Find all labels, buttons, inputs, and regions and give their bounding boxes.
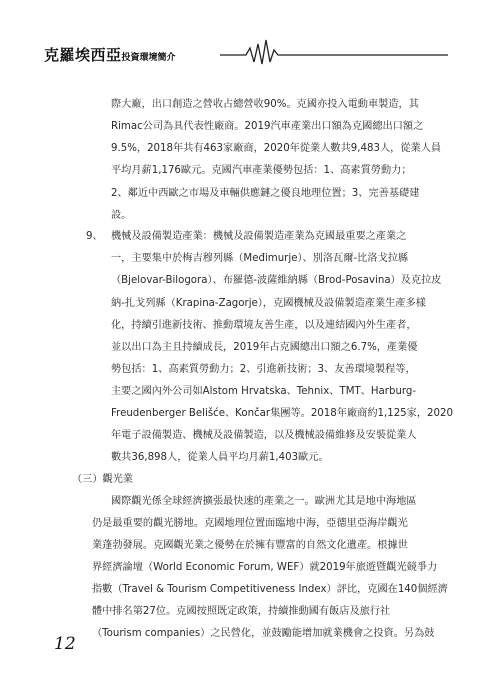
text-line: （Bjelovar-Bilogora）、布羅德-波薩維納縣（Brod-Posavina）及克拉皮	[111, 275, 442, 286]
text-line: 一，主要集中於梅吉穆列縣（Međimurje）、別洛瓦爾-比洛戈拉縣	[111, 253, 409, 264]
list-number: 9、	[86, 231, 103, 242]
text-line: 勢包括：1、高素質勞動力；2、引進新技術；3、友善環境製程等，	[111, 364, 416, 375]
text-line: 機械及設備製造產業：機械及設備製造產業為克國最重要之產業之	[111, 231, 407, 242]
text-line: 仍是最重要的觀光勝地。克國地理位置面臨地中海，亞德里亞海岸觀光	[92, 518, 408, 529]
text-line: 數共36,898人，從業人員平均月薪1,403歐元。	[111, 452, 329, 463]
text-line: 設。	[111, 210, 132, 221]
text-line: 體中排名第27位。克國按照既定政策，持續推動國有飯店及旅行社	[92, 606, 391, 617]
header-title-main: 克羅埃西亞	[44, 46, 122, 64]
text-line: 平均月薪1,176歐元。克國汽車產業優勢包括：1、高素質勞動力；	[111, 165, 412, 176]
section-heading: （三）觀光業	[72, 474, 134, 485]
text-line: 主要之國內外公司如Alstom Hrvatska、Tehnix、TMT、Harburg-	[111, 386, 417, 397]
text-line: 化，持續引進新技術、推動環境友善生產，以及連結國內外生產者，	[111, 320, 417, 331]
text-line: 年電子設備製造、機械及設備製造，以及機械設備維修及安裝從業人	[111, 430, 417, 441]
running-header	[0, 0, 480, 70]
text-line: 指數（Travel & Tourism Competitiveness Index）評比，克國在140個經濟	[92, 584, 448, 595]
text-line: 際大廠，出口創造之營收占總營收90%。克國亦投入電動車製造，其	[111, 99, 419, 110]
header-title-sub: 投資環境簡介	[121, 53, 176, 63]
text-line: 界經濟論壇（World Economic Forum, WEF）就2019年旅遊暨觀光競爭力	[92, 562, 438, 573]
text-line: 國際觀光係全球經濟擴張最快速的產業之一。歐洲尤其是地中海地區	[111, 496, 417, 507]
text-line: 2、鄰近中西歐之市場及車輛供應鏈之優良地理位置；3、完善基礎建	[111, 188, 420, 199]
text-line: 納-扎戈列縣（Krapina-Zagorje），克國機械及設備製造產業生產多樣	[111, 298, 426, 309]
text-line: Rimac公司為具代表性廠商。2019汽車產業出口額為克國總出口額之	[111, 121, 424, 132]
header-wave-line	[0, 0, 480, 70]
text-line: Freudenberger Belišće、Končar集團等。2018年廠商約1,125家，2020	[111, 408, 453, 419]
text-line: 9.5%，2018年共有463家廠商，2020年從業人數共9,483人，從業人員	[111, 143, 442, 154]
text-line: 並以出口為主且持續成長，2019年占克國總出口額之6.7%，產業優	[111, 342, 418, 353]
page-number: 12	[54, 634, 76, 654]
text-line: （Tourism companies）之民營化，並鼓勵能增加就業機會之投資。另為鼓	[92, 628, 435, 639]
text-line: 業蓬勃發展。克國觀光業之優勢在於擁有豐富的自然文化遺產。根據世	[92, 540, 408, 551]
